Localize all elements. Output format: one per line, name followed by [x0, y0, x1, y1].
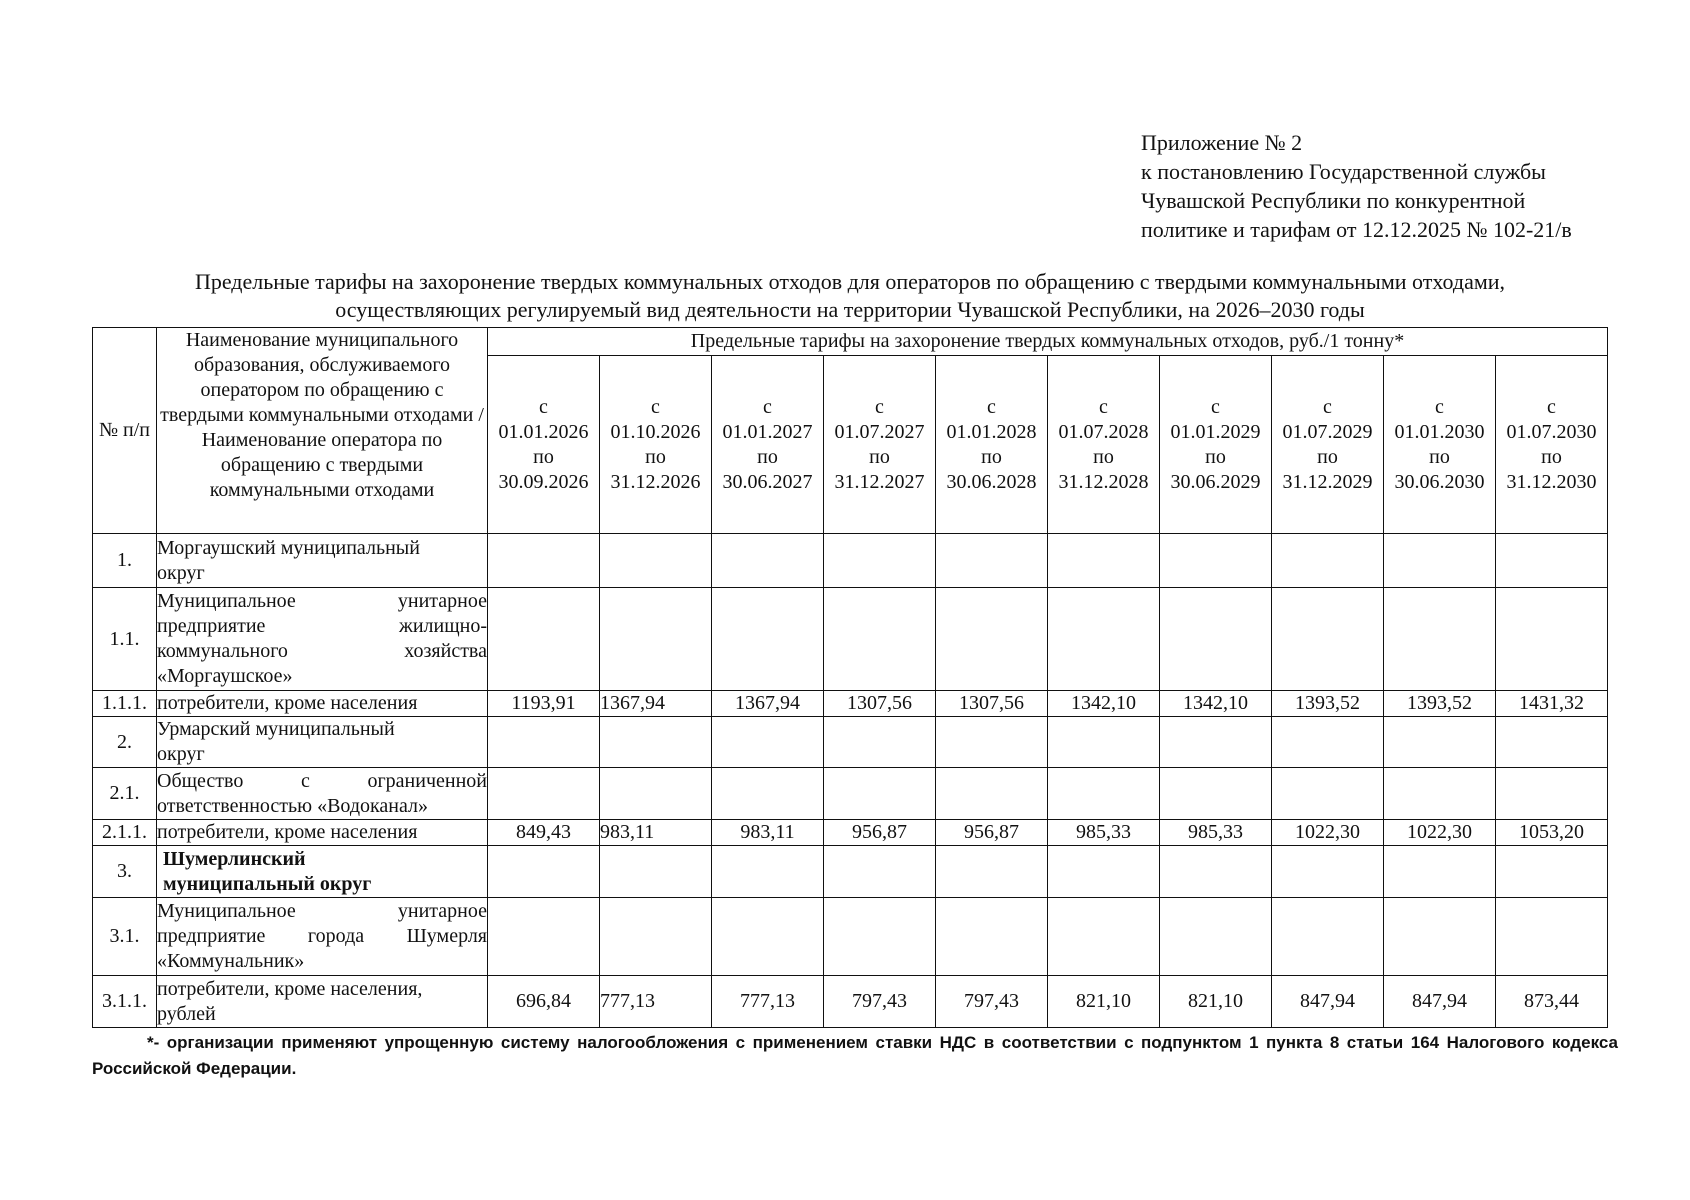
operator-row — [93, 588, 1608, 691]
row-number: 3.1.1. — [93, 976, 157, 1028]
tariff-value: 797,43 — [936, 976, 1048, 1028]
tariff-value: 1022,30 — [1272, 820, 1384, 846]
section-row — [93, 846, 1608, 898]
tariff-value: 1307,56 — [936, 691, 1048, 717]
consumer-row — [93, 691, 1608, 717]
consumer-row — [93, 976, 1608, 1028]
tariff-value: 1342,10 — [1160, 691, 1272, 717]
document-title — [90, 268, 1610, 324]
row-number: 2.1.1. — [93, 820, 157, 846]
period-header: с 01.07.2030 по 31.12.2030 — [1496, 356, 1608, 534]
appendix-line: к постановлению Государственной службы — [1141, 159, 1546, 184]
row-number: 3. — [93, 846, 157, 898]
tariff-value: 777,13 — [600, 976, 712, 1028]
section-name: Урмарский муниципальный округ — [157, 717, 488, 768]
header-row — [93, 328, 1608, 356]
tariff-value: 1367,94 — [600, 691, 712, 717]
tariff-value: 1367,94 — [712, 691, 824, 717]
consumer-name: потребители, кроме населения — [157, 820, 488, 846]
period-header: с 01.01.2030 по 30.06.2030 — [1384, 356, 1496, 534]
tariff-value: 696,84 — [488, 976, 600, 1028]
appendix-block — [1141, 128, 1572, 244]
operator-name: Муниципальное унитарное предприятие жилищно- коммунального хозяйства «Моргаушское» — [157, 588, 488, 691]
operator-row — [93, 768, 1608, 820]
period-header: с 01.01.2026 по 30.09.2026 — [488, 356, 600, 534]
tariff-value: 847,94 — [1384, 976, 1496, 1028]
operator-name: Общество с ограниченной ответственностью «Водоканал» — [157, 768, 488, 820]
tariff-value: 1393,52 — [1272, 691, 1384, 717]
row-number: 2. — [93, 717, 157, 768]
title-line-2: осуществляющих регулируемый вид деятельности на территории Чувашской Республики, на 2026–2030 годы — [335, 297, 1365, 322]
tariff-value: 821,10 — [1160, 976, 1272, 1028]
row-number: 1.1. — [93, 588, 157, 691]
period-header: с 01.10.2026 по 31.12.2026 — [600, 356, 712, 534]
col-header-group: Предельные тарифы на захоронение твердых коммунальных отходов, руб./1 тонну* — [488, 328, 1608, 356]
consumer-name: потребители, кроме населения — [157, 691, 488, 717]
operator-row — [93, 898, 1608, 976]
row-number: 1.1.1. — [93, 691, 157, 717]
row-number: 2.1. — [93, 768, 157, 820]
period-header: с 01.07.2028 по 31.12.2028 — [1048, 356, 1160, 534]
tariff-value: 777,13 — [712, 976, 824, 1028]
tariff-value: 1307,56 — [824, 691, 936, 717]
consumer-name: потребители, кроме населения, рублей — [157, 976, 488, 1028]
tariff-value: 1022,30 — [1384, 820, 1496, 846]
tariff-value: 956,87 — [936, 820, 1048, 846]
col-header-name: Наименование муниципального образования, обслуживаемого оператором по обращению с твердыми коммунальными отходами / Наименование оператора по обращению с твердыми коммунальными отходами — [157, 328, 488, 534]
consumer-row — [93, 820, 1608, 846]
tariff-value: 1393,52 — [1384, 691, 1496, 717]
section-row — [93, 534, 1608, 588]
tariff-value: 797,43 — [824, 976, 936, 1028]
appendix-line: политике и тарифам от 12.12.2025 № 102-21/в — [1141, 217, 1572, 242]
section-row — [93, 717, 1608, 768]
tariff-value: 847,94 — [1272, 976, 1384, 1028]
tariff-value: 873,44 — [1496, 976, 1608, 1028]
section-name: Моргаушский муниципальный округ — [157, 534, 488, 588]
tariff-value: 1431,32 — [1496, 691, 1608, 717]
tariff-value: 983,11 — [600, 820, 712, 846]
row-number: 1. — [93, 534, 157, 588]
col-header-num: № п/п — [93, 328, 157, 534]
operator-name: Муниципальное унитарное предприятие города Шумерля «Коммунальник» — [157, 898, 488, 976]
section-name: Шумерлинский муниципальный округ — [157, 846, 488, 898]
tariff-value: 849,43 — [488, 820, 600, 846]
row-number: 3.1. — [93, 898, 157, 976]
period-header: с 01.01.2028 по 30.06.2028 — [936, 356, 1048, 534]
footnote: *- организации применяют упрощенную систему налогообложения с применением ставки НДС в соответствии с подпунктом 1 пункта 8 статьи 164 Налогового кодекса Российской Федерации. — [92, 1033, 1618, 1078]
tariff-value: 1053,20 — [1496, 820, 1608, 846]
tariff-value: 1193,91 — [488, 691, 600, 717]
tariff-value: 1342,10 — [1048, 691, 1160, 717]
tariff-value: 983,11 — [712, 820, 824, 846]
period-header: с 01.01.2029 по 30.06.2029 — [1160, 356, 1272, 534]
period-header: с 01.07.2027 по 31.12.2027 — [824, 356, 936, 534]
tariff-value: 821,10 — [1048, 976, 1160, 1028]
appendix-line: Чувашской Республики по конкурентной — [1141, 188, 1526, 213]
tariff-table — [92, 327, 1608, 1028]
title-line-1: Предельные тарифы на захоронение твердых коммунальных отходов для операторов по обращению с твердыми коммунальными отходами, — [194, 269, 1506, 294]
appendix-line: Приложение № 2 — [1141, 130, 1303, 155]
period-header: с 01.01.2027 по 30.06.2027 — [712, 356, 824, 534]
tariff-value: 956,87 — [824, 820, 936, 846]
period-header: с 01.07.2029 по 31.12.2029 — [1272, 356, 1384, 534]
tariff-value: 985,33 — [1048, 820, 1160, 846]
tariff-value: 985,33 — [1160, 820, 1272, 846]
